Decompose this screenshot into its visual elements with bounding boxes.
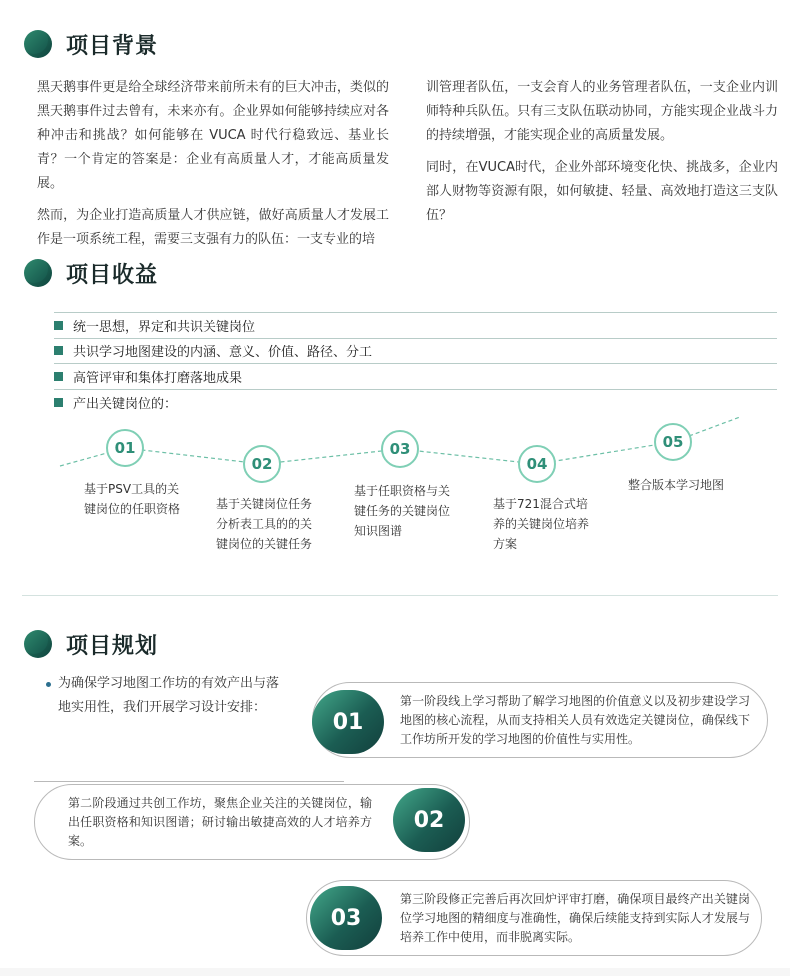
benefit-item xyxy=(54,364,777,390)
bullet-dot-icon xyxy=(46,682,51,687)
phase-number-badge: 01 xyxy=(312,690,384,754)
phase-number-badge: 02 xyxy=(393,788,465,852)
square-bullet-icon xyxy=(54,321,63,330)
section-title: 项目规划 xyxy=(66,633,159,659)
heading-circle-icon xyxy=(24,630,52,658)
section-divider xyxy=(22,595,778,596)
step-label: 整合版本学习地图 xyxy=(628,478,725,492)
benefit-item xyxy=(54,312,777,339)
step-node: 05 xyxy=(654,423,692,461)
paragraph: 然而，为企业打造高质量人才供应链，做好高质量人才发展工作是一项系统工程，需要三支强有力的队伍：一支专业的培 xyxy=(37,208,389,247)
step-label: 基于任职资格与关键任务的关键岗位知识图谱 xyxy=(354,484,451,538)
section-benefits-heading xyxy=(24,253,158,293)
step-label: 基于关键岗位任务分析表工具的的关键岗位的关键任务 xyxy=(216,497,313,551)
phase-description: 第三阶段修正完善后再次回炉评审打磨，确保项目最终产出关键岗位学习地图的精细度与准确性，确保后续能支持到实际人才发展与培养工作中使用，而非脱离实际。 xyxy=(400,892,750,944)
card-connector-line xyxy=(385,683,768,684)
phase-number-badge: 03 xyxy=(310,886,382,950)
card-connector-line xyxy=(34,781,344,782)
paragraph: 训管理者队伍，一支会育人的业务管理者队伍，一支企业内训师特种兵队伍。只有三支队伍联动协同，方能实现企业战斗力的持续增强，才能实现企业的高质量发展。 xyxy=(426,80,778,143)
paragraph: 黑天鹅事件更是给全球经济带来前所未有的巨大冲击，类似的黑天鹅事件过去曾有，未来亦有。企业界如何能够持续应对各种冲击和挑战？如何能够在 VUCA 时代行稳致远、基业长青？一个肯定的答案是：企业有高质量人才，才能高质量发展。 xyxy=(37,80,389,191)
heading-circle-icon xyxy=(24,30,52,58)
bottom-edge xyxy=(0,968,790,976)
paragraph: 同时，在VUCA时代，企业外部环境变化快、挑战多，企业内部人财物等资源有限，如何敏捷、轻量、高效地打造这三支队伍？ xyxy=(426,160,778,223)
benefit-text: 共识学习地图建设的内涵、意义、价值、路径、分工 xyxy=(73,345,373,360)
planning-intro: 为确保学习地图工作坊的有效产出与落地实用性，我们开展学习设计安排： xyxy=(58,676,280,715)
section-title: 项目背景 xyxy=(66,33,159,59)
benefit-text: 统一思想，界定和共识关键岗位 xyxy=(73,320,256,335)
square-bullet-icon xyxy=(54,372,63,381)
step-node: 04 xyxy=(518,445,556,483)
section-background-heading xyxy=(24,24,158,64)
benefit-text: 高管评审和集体打磨落地成果 xyxy=(73,371,243,386)
section-planning-heading xyxy=(24,624,158,664)
benefit-text: 产出关键岗位的： xyxy=(73,397,178,412)
step-node: 02 xyxy=(243,445,281,483)
phase-description: 第二阶段通过共创工作坊，聚焦企业关注的关键岗位，输出任职资格和知识图谱；研讨输出敏捷高效的人才培养方案。 xyxy=(68,796,372,848)
step-label: 基于721混合式培养的关键岗位培养方案 xyxy=(493,497,590,551)
section-title: 项目收益 xyxy=(66,262,159,288)
square-bullet-icon xyxy=(54,346,63,355)
step-node: 01 xyxy=(106,429,144,467)
background-right-column xyxy=(426,76,778,236)
step-node: 03 xyxy=(381,430,419,468)
phase-description: 第一阶段线上学习帮助了解学习地图的价值意义以及初步建设学习地图的核心流程，从而支持相关人员有效选定关键岗位，确保线下工作坊所开发的学习地图的价值性与实用性。 xyxy=(400,694,750,746)
benefit-item xyxy=(54,338,777,364)
step-label: 基于PSV工具的关键岗位的任职资格 xyxy=(84,482,181,516)
heading-circle-icon xyxy=(24,259,52,287)
background-left-column xyxy=(37,76,389,260)
